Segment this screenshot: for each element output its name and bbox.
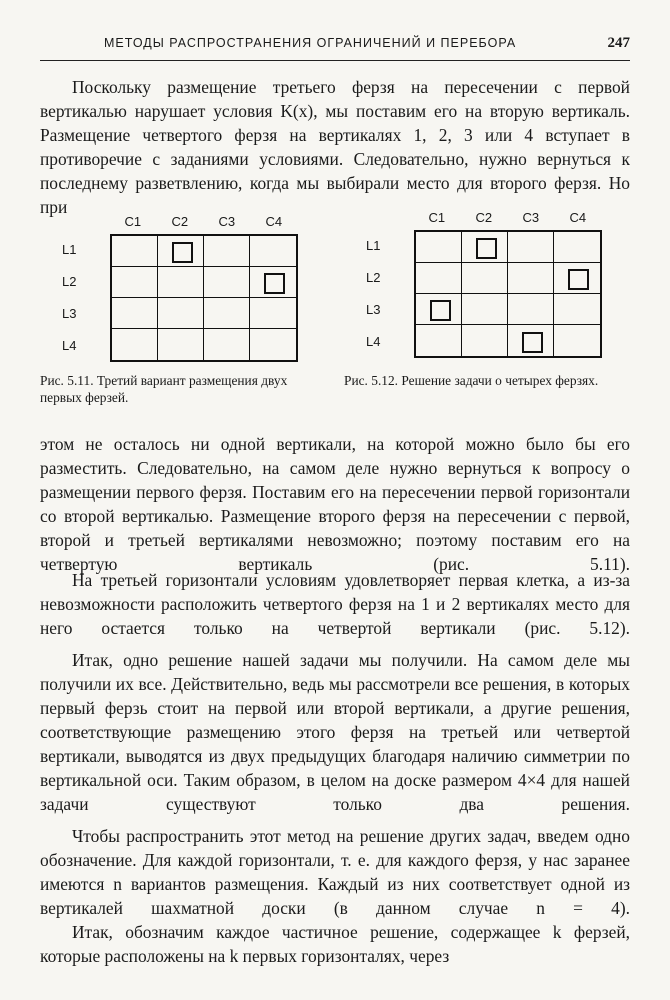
- board-cell: [508, 263, 554, 294]
- board-cell: [112, 267, 158, 298]
- board-cell: [204, 329, 250, 360]
- paragraph-2: этом не осталось ни одной вертикали, на которой можно было бы его разместить. Следовательно, на самом деле нужно вернуться к вопросу о размещении первого ферзя. Поставим его на пересечении первой горизонтали со второй вертикалью. Размещение второго ферзя на пересечении с первой, второй и третьей вертикалями невозможно; поэтому поставим его на четвертую вертикаль (рис. 5.11).: [40, 434, 630, 574]
- column-label: C1: [428, 210, 446, 225]
- header-title: МЕТОДЫ РАСПРОСТРАНЕНИЯ ОГРАНИЧЕНИЙ И ПЕРЕБОРА: [104, 36, 517, 50]
- column-label: C3: [218, 214, 236, 229]
- board-cell: [554, 325, 600, 356]
- board-cell: [204, 298, 250, 329]
- row-label: L4: [366, 334, 381, 349]
- column-label: C2: [171, 214, 189, 229]
- board-cell: [462, 232, 508, 263]
- board-cell: [416, 325, 462, 356]
- paragraph-1: Поскольку размещение третьего ферзя на пересечении с первой вертикалью нарушает условия K(x), мы поставим его на вторую вертикаль. Размещение четвертого ферзя на вертикалях 1, 2, 3 или 4 вступает в противоречие с заданиями условиями. Следовательно, нужно вернуться к последнему разветвлению, когда мы выбирали место для второго ферзя. Но при: [40, 77, 630, 217]
- queen-marker: [476, 238, 497, 259]
- column-label: C4: [265, 214, 283, 229]
- chessboard: [110, 234, 298, 362]
- board-cell: [416, 294, 462, 325]
- board-cell: [112, 298, 158, 329]
- paragraph-4: Итак, одно решение нашей задачи мы получили. На самом деле мы получили их все. Действительно, ведь мы рассмотрели все решения, в которых первый ферзь стоит на первой или второй вертикали, а другие решения, соответствующие размещению этого ферзя на третьей или четвертой вертикали, выводятся из двух предыдущих благодаря наличию симметрии по вертикальной оси. Таким образом, в целом на доске размером 4×4 для нашей задачи существуют только два решения.: [40, 650, 630, 814]
- board-cell: [158, 329, 204, 360]
- board-cell: [112, 236, 158, 267]
- queen-marker: [172, 242, 193, 263]
- paragraph-5: Чтобы распространить этот метод на решение других задач, введем одно обозначение. Для каждой горизонтали, т. е. для каждого ферзя, у нас заранее имеются n вариантов размещения. Каждый из них соответствует одной из вертикалей шахматной доски (в данном случае n = 4).: [40, 826, 630, 918]
- queen-marker: [264, 273, 285, 294]
- queen-marker: [430, 300, 451, 321]
- row-label: L2: [366, 270, 381, 285]
- board-cell: [204, 236, 250, 267]
- figure-caption: Рис. 5.12. Решение задачи о четырех ферзях.: [344, 373, 599, 388]
- board-cell: [112, 329, 158, 360]
- board-cell: [462, 325, 508, 356]
- queen-marker: [568, 269, 589, 290]
- column-label: C2: [475, 210, 493, 225]
- board-cell: [416, 232, 462, 263]
- queen-marker: [522, 332, 543, 353]
- paragraph-3: На третьей горизонтали условиям удовлетворяет первая клетка, а из-за невозможности расположить четвертого ферзя на 1 и 2 вертикалях место для него остается только на четвертой вертикали (рис. 5.12).: [40, 570, 630, 638]
- board-cell: [508, 325, 554, 356]
- row-label: L4: [62, 338, 77, 353]
- figure-caption: Рис. 5.11. Третий вариант размещения двух первых ферзей.: [40, 373, 288, 405]
- column-label: C3: [522, 210, 540, 225]
- board-cell: [250, 329, 296, 360]
- board-cell: [250, 267, 296, 298]
- board-cell: [250, 236, 296, 267]
- row-label: L3: [366, 302, 381, 317]
- figure-5-11: [40, 208, 330, 408]
- board-cell: [204, 267, 250, 298]
- running-header: [40, 36, 630, 61]
- board-cell: [158, 298, 204, 329]
- board-cell: [462, 294, 508, 325]
- column-label: C1: [124, 214, 142, 229]
- board-cell: [508, 294, 554, 325]
- chessboard: [414, 230, 602, 358]
- board-cell: [462, 263, 508, 294]
- board-cell: [554, 263, 600, 294]
- column-label: C4: [569, 210, 587, 225]
- board-cell: [508, 232, 554, 263]
- figure-5-12: [340, 206, 640, 406]
- board-cell: [554, 294, 600, 325]
- paragraph-6: Итак, обозначим каждое частичное решение, содержащее k ферзей, которые расположены на k первых горизонталях, через: [40, 922, 630, 966]
- board-cell: [158, 236, 204, 267]
- board-cell: [158, 267, 204, 298]
- board-cell: [250, 298, 296, 329]
- board-cell: [416, 263, 462, 294]
- row-label: L2: [62, 274, 77, 289]
- row-label: L3: [62, 306, 77, 321]
- row-label: L1: [366, 238, 381, 253]
- board-cell: [554, 232, 600, 263]
- page-number: 247: [607, 35, 630, 51]
- row-label: L1: [62, 242, 77, 257]
